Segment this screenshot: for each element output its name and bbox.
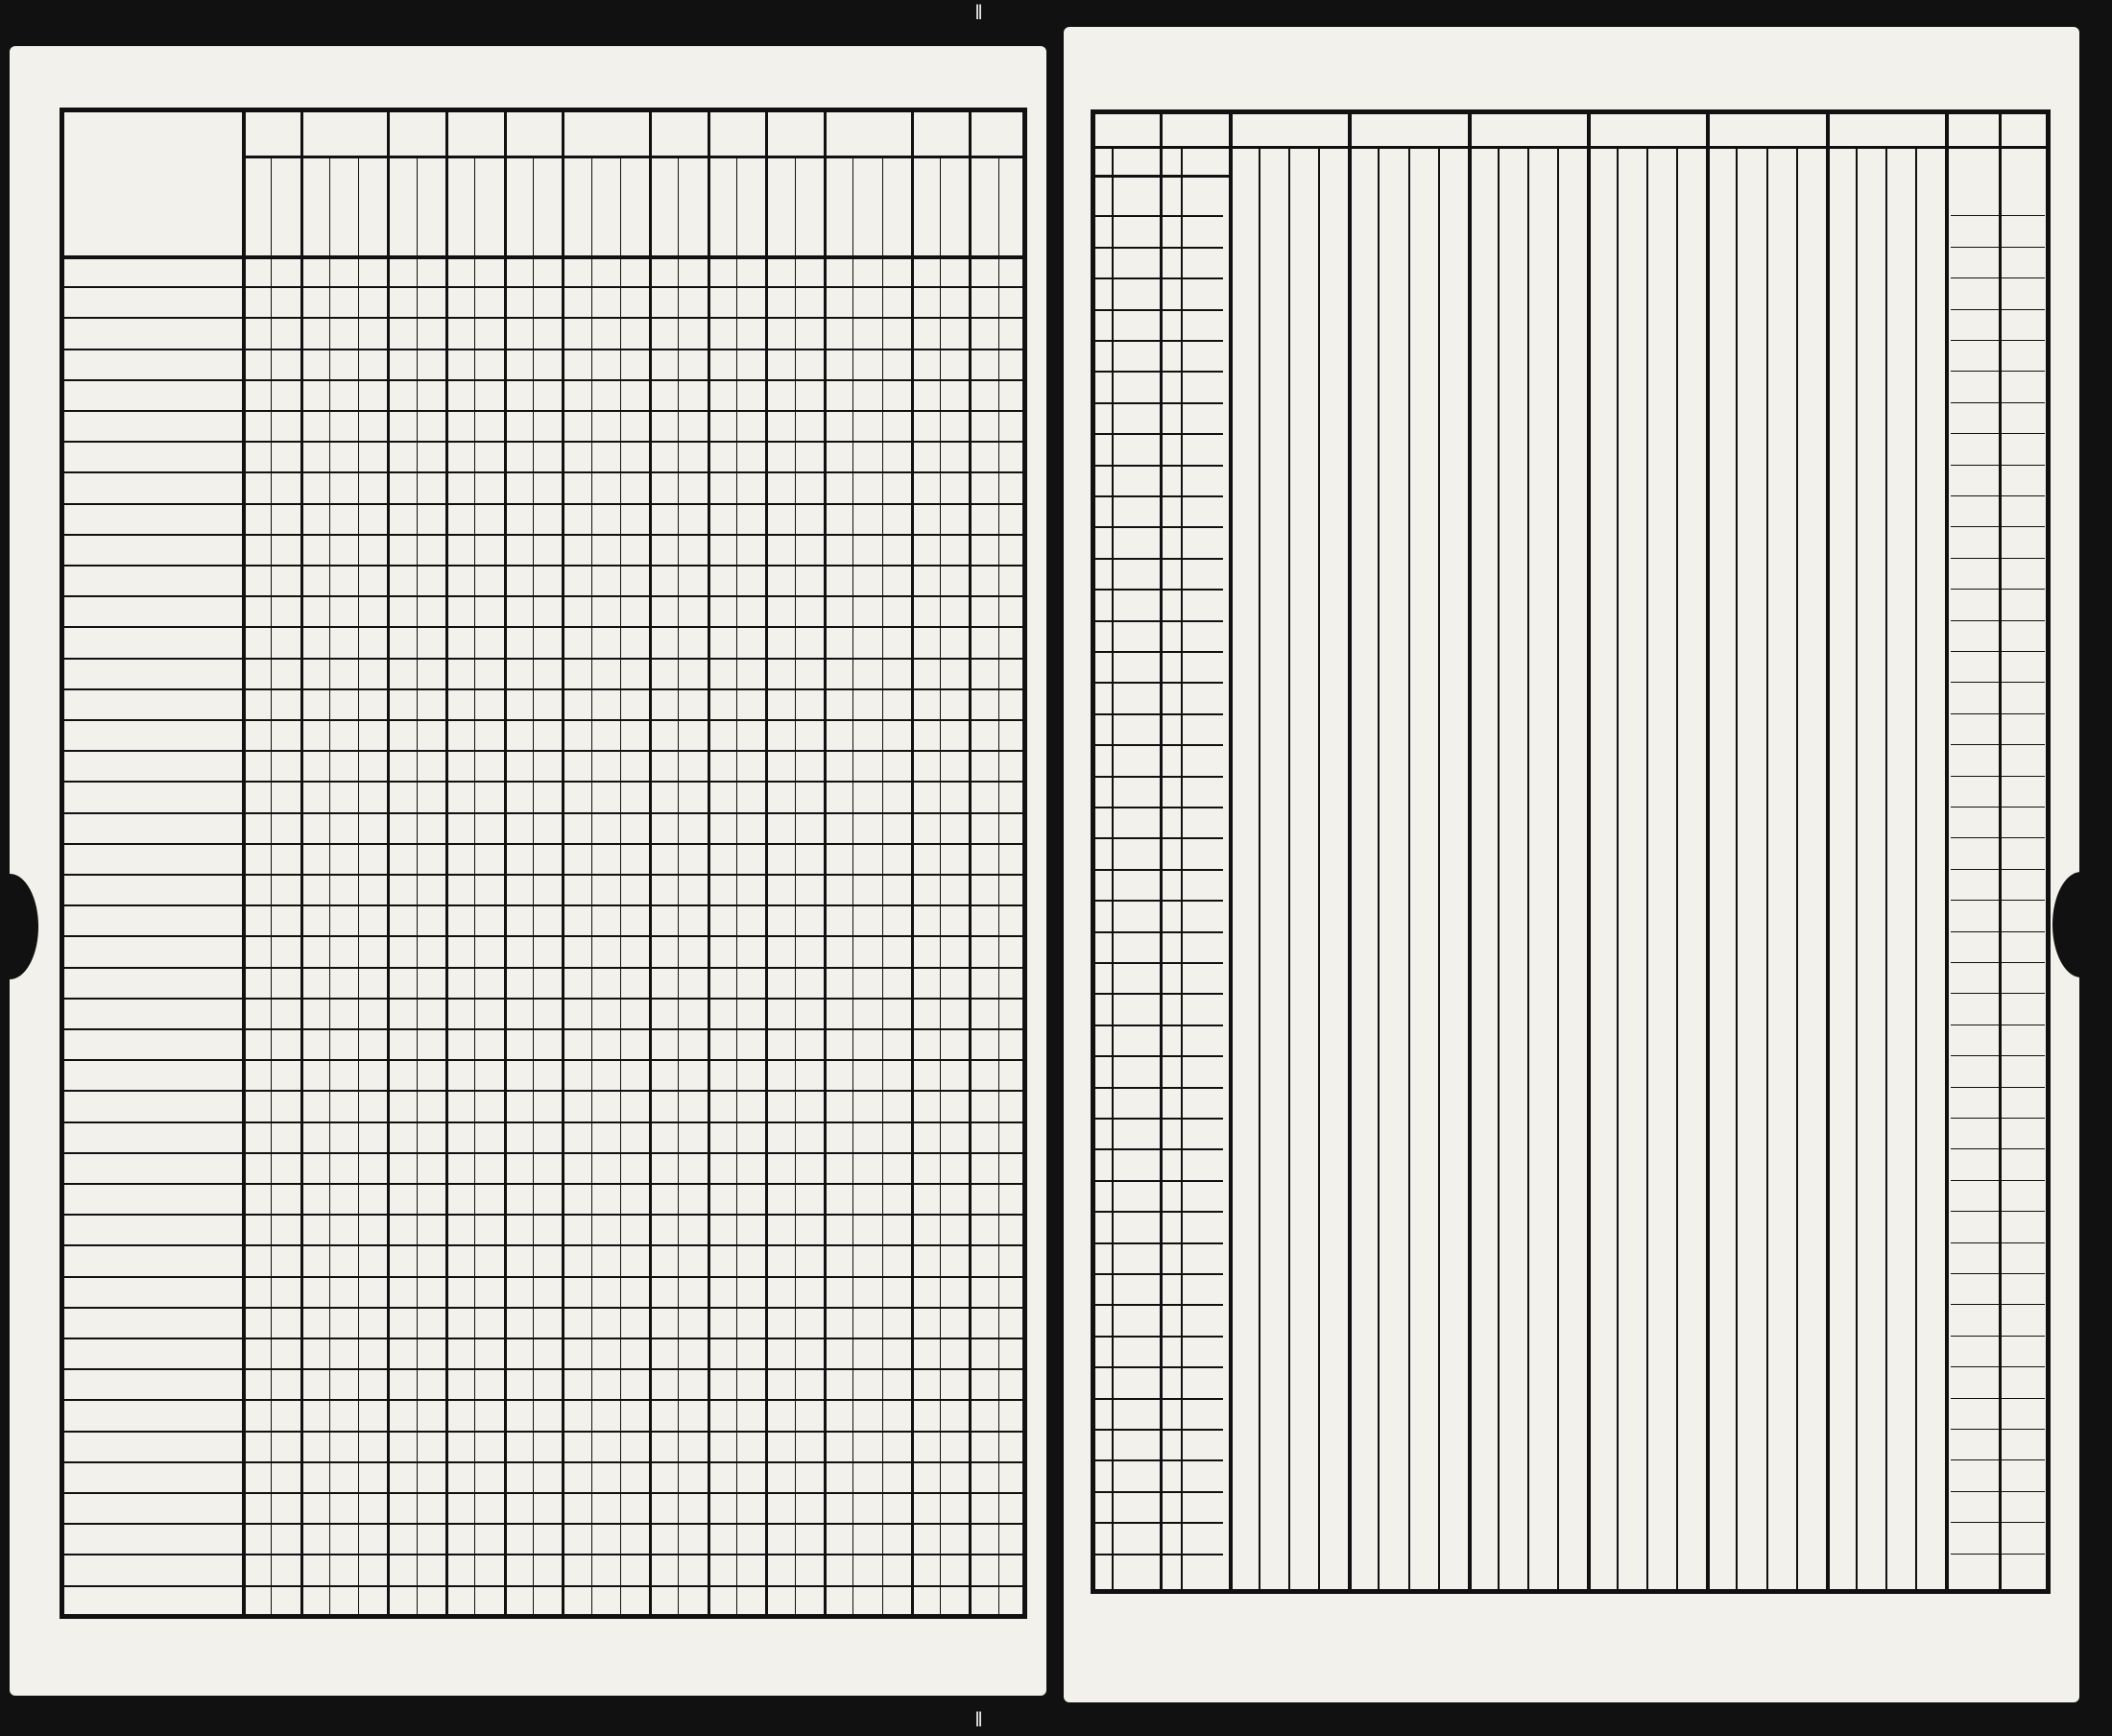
date-rule <box>1094 620 1223 622</box>
ruled-line <box>60 317 1027 319</box>
ruled-line <box>60 1244 1027 1246</box>
ruled-line <box>60 349 1027 350</box>
column-group-divider <box>708 108 710 1619</box>
ruled-line <box>60 534 1027 536</box>
header-divider <box>1091 146 2051 149</box>
acces-rule <box>1951 869 2045 870</box>
name-column-divider <box>242 108 246 1619</box>
date-rule <box>1094 589 1223 591</box>
date-rule <box>1094 682 1223 684</box>
year-subdivider <box>1885 146 1887 1594</box>
gutter-mark-top: ‖ <box>975 0 983 24</box>
ruled-line <box>60 626 1027 628</box>
date-rule <box>1094 1087 1223 1089</box>
acces-rule <box>1951 465 2045 466</box>
acces-rule <box>1951 744 2045 745</box>
acces-rule <box>1951 993 2045 994</box>
column-group-divider <box>649 108 652 1619</box>
ruled-line <box>60 658 1027 660</box>
date-rule <box>1094 277 1223 279</box>
date-rule <box>1094 1055 1223 1057</box>
year-subdivider <box>1557 146 1559 1594</box>
ruled-line <box>60 998 1027 1000</box>
date-rule <box>1094 1398 1223 1400</box>
date-rule <box>1094 1211 1223 1213</box>
acces-rule <box>1951 526 2045 527</box>
acces-rule <box>1951 215 2045 216</box>
acces-rule <box>1951 900 2045 901</box>
acces-rule <box>1951 1366 2045 1367</box>
acces-rule <box>1951 309 2045 310</box>
acces-rule <box>1951 371 2045 372</box>
binding-notch-right <box>2052 872 2110 977</box>
acces-rule <box>1951 402 2045 403</box>
ruled-line <box>60 1214 1027 1216</box>
ruled-line <box>60 286 1027 288</box>
date-rule <box>1094 1522 1223 1524</box>
ruled-line <box>60 935 1027 937</box>
date-rule <box>1094 1429 1223 1431</box>
column-group-divider <box>562 108 564 1619</box>
acces-rule <box>1951 1336 2045 1337</box>
ruled-line <box>60 1028 1027 1030</box>
acces-rule <box>1951 1118 2045 1119</box>
ruled-line <box>60 1338 1027 1339</box>
date-rule <box>1094 962 1223 964</box>
abiit-divider <box>1999 109 2002 1594</box>
year-subdivider <box>1856 146 1858 1594</box>
year-divider <box>1706 109 1710 1594</box>
acces-rule <box>1951 1148 2045 1149</box>
ruled-line <box>60 1276 1027 1278</box>
ruled-line <box>60 967 1027 969</box>
date-rule <box>1094 558 1223 560</box>
ruled-line <box>60 1554 1027 1555</box>
date-rule <box>1094 1459 1223 1461</box>
ruled-line <box>60 441 1027 443</box>
year-subdivider <box>1617 146 1619 1594</box>
date-rule <box>1094 837 1223 839</box>
year-subdivider <box>1766 146 1768 1594</box>
ruled-line <box>60 379 1027 381</box>
accessit-divider <box>1945 109 1949 1594</box>
date-rule <box>1094 309 1223 311</box>
ruled-line <box>60 1492 1027 1494</box>
date-rule <box>1094 1304 1223 1306</box>
acces-rule <box>1951 931 2045 932</box>
acces-rule <box>1951 620 2045 621</box>
ruled-line <box>60 1431 1027 1433</box>
binding-notch-left <box>0 874 38 979</box>
column-group-divider <box>300 108 303 1619</box>
date-rule <box>1094 713 1223 715</box>
group-header-divider <box>242 156 1027 158</box>
date-rule <box>1094 744 1223 746</box>
date-rule <box>1094 776 1223 778</box>
date-rule <box>1094 1366 1223 1368</box>
date-rule <box>1094 1180 1223 1182</box>
gutter-mark-bottom: ‖ <box>975 1707 983 1731</box>
ruled-line <box>60 1585 1027 1587</box>
ruled-line <box>60 1461 1027 1463</box>
year-subdivider <box>1736 146 1738 1594</box>
date-rule <box>1094 526 1223 528</box>
acces-rule <box>1951 651 2045 652</box>
date-rule <box>1094 1118 1223 1120</box>
acces-rule <box>1951 1554 2045 1555</box>
year-divider <box>1826 109 1830 1594</box>
acces-rule <box>1951 495 2045 496</box>
year-subdivider <box>1318 146 1320 1594</box>
date-rule <box>1094 1273 1223 1275</box>
ruled-line <box>60 904 1027 906</box>
ruled-line <box>60 874 1027 876</box>
acces-rule <box>1951 1398 2045 1399</box>
year-subdivider <box>1915 146 1917 1594</box>
column-group-divider <box>765 108 768 1619</box>
year-subdivider <box>1259 146 1260 1594</box>
year-subdivider <box>1408 146 1410 1594</box>
column-group-divider <box>969 108 972 1619</box>
ruled-line <box>60 565 1027 567</box>
acces-rule <box>1951 807 2045 808</box>
acces-rule <box>1951 713 2045 714</box>
column-group-divider <box>445 108 448 1619</box>
date-rule <box>1094 869 1223 871</box>
date-rule <box>1094 651 1223 653</box>
ruled-line <box>60 1059 1027 1061</box>
left-page <box>10 46 1046 1696</box>
acces-rule <box>1951 962 2045 963</box>
ruled-line <box>60 1399 1027 1401</box>
ruled-line <box>60 812 1027 814</box>
ruled-line <box>60 719 1027 721</box>
ruled-line <box>60 503 1027 505</box>
date-rule <box>1094 371 1223 373</box>
ruled-line <box>60 1307 1027 1309</box>
year-divider <box>1348 109 1352 1594</box>
acces-rule <box>1951 589 2045 590</box>
ruled-line <box>60 471 1027 473</box>
column-group-divider <box>504 108 507 1619</box>
acces-rule <box>1951 1459 2045 1460</box>
right-page <box>1064 27 2079 1702</box>
ruled-line <box>60 1152 1027 1154</box>
column-group-divider <box>824 108 827 1619</box>
year-subdivider <box>1527 146 1529 1594</box>
ruled-line <box>60 843 1027 845</box>
date-rule <box>1094 495 1223 497</box>
acces-rule <box>1951 558 2045 559</box>
date-rule <box>1094 433 1223 435</box>
date-rule <box>1094 1491 1223 1493</box>
ruled-line <box>60 781 1027 783</box>
date-rule <box>1094 1242 1223 1244</box>
acces-rule <box>1951 682 2045 683</box>
ruled-line <box>60 688 1027 690</box>
ruled-line <box>60 750 1027 752</box>
date-rule <box>1094 247 1223 249</box>
acces-rule <box>1951 1491 2045 1492</box>
ruled-line <box>60 1368 1027 1370</box>
ruled-line <box>60 1523 1027 1525</box>
right-register-table <box>1091 109 2051 1594</box>
acces-rule <box>1951 247 2045 248</box>
acces-rule <box>1951 1522 2045 1523</box>
year-subdivider <box>1288 146 1290 1594</box>
ruled-line <box>60 410 1027 412</box>
date-rule <box>1094 1554 1223 1555</box>
acces-rule <box>1951 340 2045 341</box>
year-subdivider <box>1498 146 1500 1594</box>
ruled-line <box>60 1616 1027 1618</box>
date-rule <box>1094 340 1223 342</box>
year-subdivider <box>1438 146 1440 1594</box>
acces-rule <box>1951 1429 2045 1430</box>
date-rule <box>1094 931 1223 933</box>
acces-rule <box>1951 277 2045 278</box>
year-subdivider <box>1646 146 1648 1594</box>
acces-rule <box>1951 1211 2045 1212</box>
acces-rule <box>1951 1242 2045 1243</box>
date-rule <box>1094 1336 1223 1338</box>
date-rule <box>1094 1025 1223 1026</box>
acces-rule <box>1951 837 2045 838</box>
date-rule <box>1094 402 1223 404</box>
date-rule <box>1094 465 1223 467</box>
date-rule <box>1094 807 1223 808</box>
year-divider <box>1587 109 1591 1594</box>
acces-rule <box>1951 1273 2045 1274</box>
ruled-line <box>60 1090 1027 1092</box>
ruled-line <box>60 595 1027 597</box>
natus-obiit-divider <box>1160 109 1163 1594</box>
date-rule <box>1094 993 1223 995</box>
ruled-line <box>60 1183 1027 1185</box>
acces-rule <box>1951 433 2045 434</box>
acces-rule <box>1951 1055 2045 1056</box>
column-group-divider <box>387 108 390 1619</box>
acces-rule <box>1951 1087 2045 1088</box>
year-subdivider <box>1676 146 1678 1594</box>
year-subdivider <box>1378 146 1380 1594</box>
year-subdivider <box>1796 146 1798 1594</box>
acces-rule <box>1951 1304 2045 1305</box>
date-rule <box>1094 900 1223 902</box>
date-rule <box>1094 215 1223 217</box>
acces-rule <box>1951 776 2045 777</box>
date-rule <box>1094 1148 1223 1150</box>
ruled-line <box>60 1121 1027 1123</box>
column-group-divider <box>911 108 914 1619</box>
obiit-year-divider <box>1229 109 1233 1594</box>
acces-rule <box>1951 1180 2045 1181</box>
year-divider <box>1468 109 1472 1594</box>
